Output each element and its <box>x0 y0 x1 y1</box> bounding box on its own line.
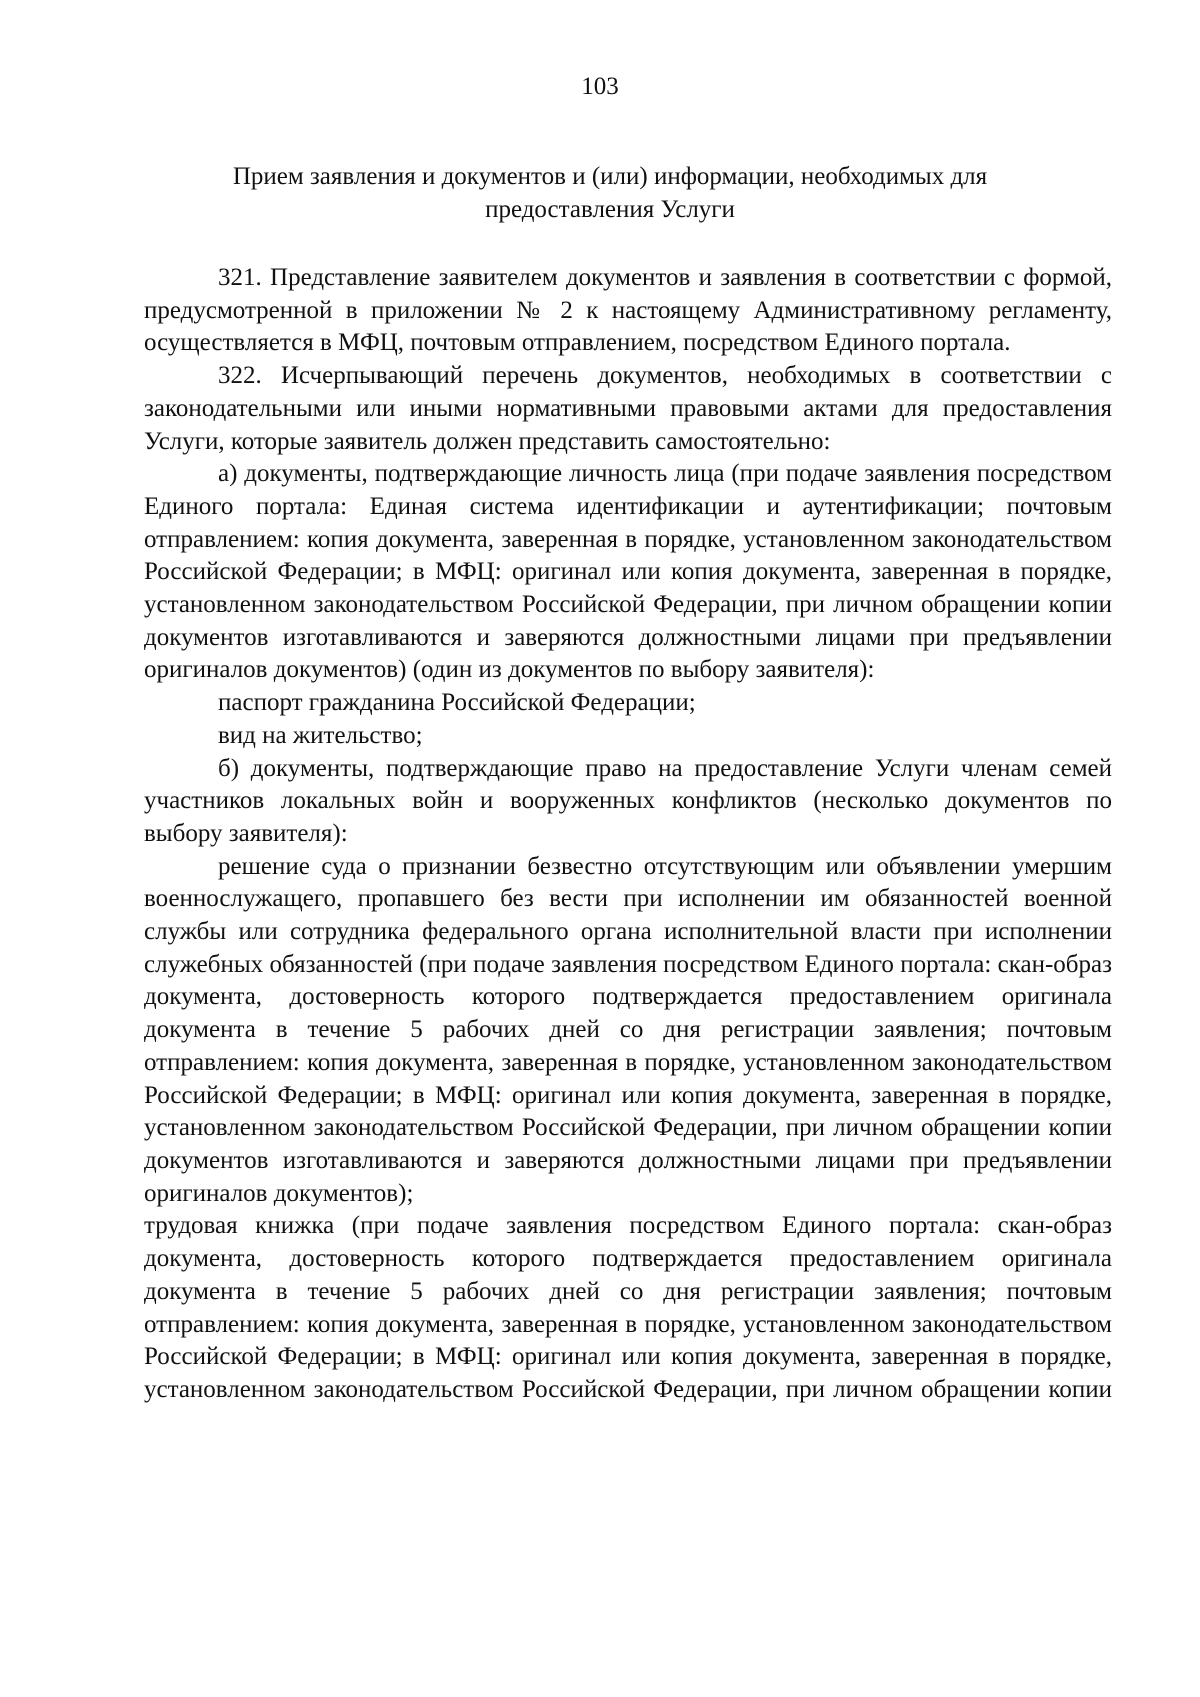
list-item-work-book: трудовая книжка (при подаче заявления посредством Единого портала: скан-образ документа, достоверность которого подтверждается предоставлением оригинала документа в течение 5 рабочих дней со дня регистрации заявления; почтовым отправлением: копия документа, заверенная в порядке, установленном законодательством Российской Федерации; в МФЦ: оригинал или копия документа, заверенная в порядке, установленном законодательством Российской Федерации, при личном обращении копии <box>144 1212 1112 1403</box>
paragraph-322: 322. Исчерпывающий перечень документов, необходимых в соответствии с законодательными или иными нормативными правовыми актами для предоставления Услуги, которые заявитель должен представить самостоятельно: <box>144 362 1112 455</box>
list-item-residence-permit: вид на жительство; <box>218 721 423 749</box>
paragraph-321: 321. Представление заявителем документов и заявления в соответствии с формой, предусмотренной в приложении № 2 к настоящему Административному регламенту, осуществляется в МФЦ, почтовым отправлением, посредством Единого портала. <box>144 264 1112 357</box>
page-number: 103 <box>581 73 619 100</box>
section-heading-line-2: предоставления Услуги <box>485 196 735 223</box>
section-heading-line-1: Прием заявления и документов и (или) информации, необходимых для <box>232 163 988 190</box>
document-body <box>144 262 1112 1407</box>
section-heading <box>150 160 1070 226</box>
paragraph-item-a: а) документы, подтверждающие личность лица (при подаче заявления посредством Единого портала: Единая система идентификации и аутентификации; почтовым отправлением: копия документа, заверенная в порядке, установленном законодательством Российской Федерации; в МФЦ: оригинал или копия документа, заверенная в порядке, установленном законодательством Российской Федерации, при личном обращении копии документов изготавливаются и заверяются должностными лицами при предъявлении оригиналов документов) (один из документов по выбору заявителя): <box>144 460 1112 684</box>
list-item-court-decision: решение суда о признании безвестно отсутствующим или объявлении умершим военнослужащего, пропавшего без вести при исполнении им обязанностей военной службы или сотрудника федерального органа исполнительной власти при исполнении служебных обязанностей (при подаче заявления посредством Единого портала: скан-образ документа, достоверность которого подтверждается предоставлением оригинала документа в течение 5 рабочих дней со дня регистрации заявления; почтовым отправлением: копия документа, заверенная в порядке, установленном законодательством Российской Федерации; в МФЦ: оригинал или копия документа, заверенная в порядке, установленном законодательством Российской Федерации, при личном обращении копии документов изготавливаются и заверяются должностными лицами при предъявлении оригиналов документов); <box>144 852 1112 1207</box>
list-item-passport: паспорт гражданина Российской Федерации; <box>218 689 696 717</box>
paragraph-item-b: б) документы, подтверждающие право на предоставление Услуги членам семей участников локальных войн и вооруженных конфликтов (несколько документов по выбору заявителя): <box>144 754 1112 847</box>
